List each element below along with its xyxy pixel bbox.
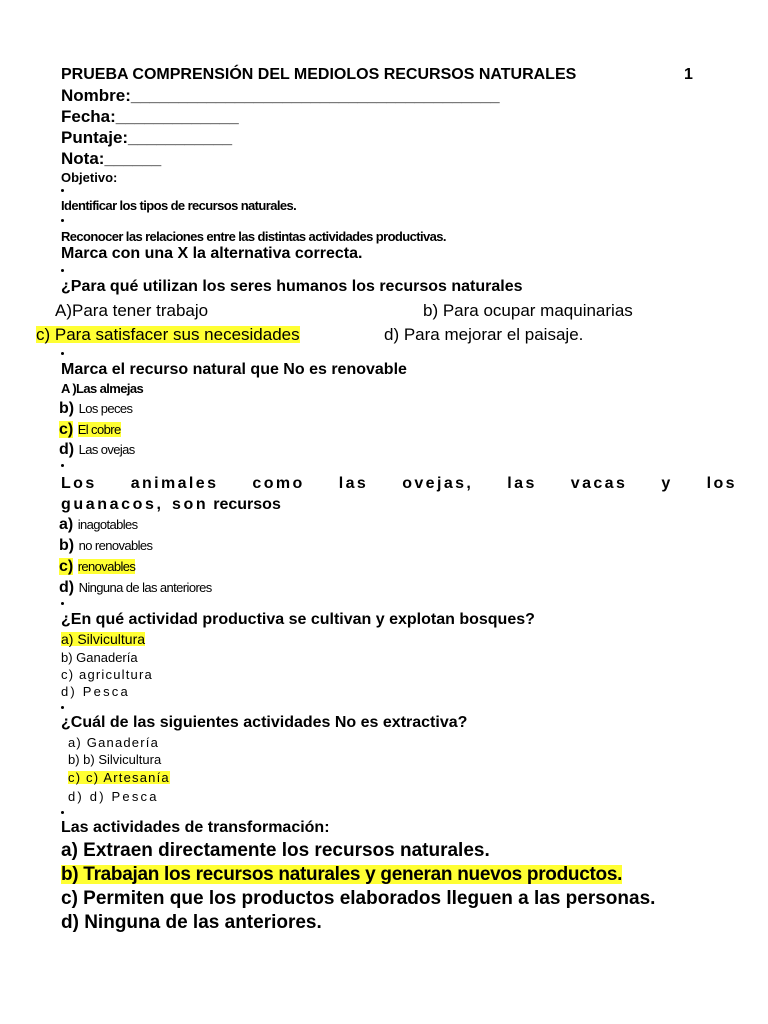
bullet — [61, 189, 64, 192]
q3-word: las — [507, 475, 537, 492]
q6-option-d: d) Ninguna de las anteriores. — [61, 912, 322, 933]
q3-word: ovejas, — [402, 475, 474, 492]
q1-option-c: c) Para satisfacer sus necesidades — [36, 325, 300, 344]
option-text: renovables — [77, 559, 136, 574]
option-text: no renovables — [78, 538, 153, 553]
bullet — [61, 269, 64, 272]
q1-option-b: b) Para ocupar maquinarias — [423, 301, 633, 320]
name-field: Nombre:_______________________________________ — [61, 86, 500, 105]
option-text: Ninguna de las anteriores — [78, 580, 212, 595]
option-letter: b) — [59, 537, 75, 554]
q5-option-a: a) Ganadería — [68, 735, 160, 750]
q6-question: Las actividades de transformación: — [61, 819, 330, 836]
option-letter: b) — [59, 400, 75, 417]
q3-word: Los — [61, 475, 97, 492]
q2-option-d — [59, 442, 135, 458]
q6-option-c: c) Permiten que los productos elaborados lleguen a las personas. — [61, 888, 656, 909]
q3-option-c — [59, 559, 135, 575]
q3-word: los — [706, 475, 737, 492]
option-letter: d) — [59, 579, 75, 596]
objective-label: Objetivo: — [61, 170, 118, 185]
q4-option-d: d) Pesca — [61, 684, 130, 699]
option-letter: a) — [59, 516, 74, 533]
q5-question: ¿Cuál de las siguientes actividades No es extractiva? — [61, 714, 468, 731]
q1-option-d: d) Para mejorar el paisaje. — [384, 325, 584, 344]
grade-field: Nota:______ — [61, 149, 162, 168]
bullet — [61, 602, 64, 605]
q2-question: Marca el recurso natural que No es renovable — [61, 361, 407, 378]
q5-option-d: d) d) Pesca — [68, 789, 159, 804]
q3-word: animales — [130, 475, 219, 492]
option-letter: c) — [59, 421, 74, 438]
page-number: 1 — [684, 66, 693, 83]
q1-option-a: A)Para tener trabajo — [55, 301, 209, 320]
q1-question: ¿Para qué utilizan los seres humanos los recursos naturales — [61, 278, 523, 295]
q2-option-a: A )Las almejas — [61, 381, 144, 396]
q4-option-c: c) agricultura — [61, 667, 153, 682]
q6-option-a: a) Extraen directamente los recursos naturales. — [61, 840, 490, 861]
score-field: Puntaje:___________ — [61, 128, 233, 147]
option-letter: c) — [59, 558, 74, 575]
q3-question-line1 — [61, 476, 737, 492]
q3-question-line2 — [61, 497, 281, 513]
q3-word: las — [338, 475, 369, 492]
page-title: PRUEBA COMPRENSIÓN DEL MEDIOLOS RECURSOS NATURALES — [61, 66, 577, 83]
q5-option-c: c) c) Artesanía — [68, 770, 170, 785]
q3-option-b — [59, 538, 152, 554]
q6-option-b: b) Trabajan los recursos naturales y generan nuevos productos. — [61, 864, 623, 885]
option-text: Los peces — [78, 401, 133, 416]
q2-option-b — [59, 401, 132, 417]
q4-option-a: a) Silvicultura — [61, 631, 146, 647]
q3-word: vacas — [570, 475, 628, 492]
q3-word: recursos — [213, 496, 281, 513]
q4-option-b: b) Ganadería — [61, 650, 138, 665]
option-text: El cobre — [77, 422, 121, 437]
bullet — [61, 811, 64, 814]
q3-word: como — [252, 475, 305, 492]
q3-word: guanacos, — [61, 496, 164, 513]
q3-option-d — [59, 580, 212, 596]
objective-item: Identificar los tipos de recursos naturales. — [61, 198, 297, 213]
option-letter: d) — [59, 441, 75, 458]
date-field: Fecha:_____________ — [61, 107, 239, 126]
q2-option-c — [59, 422, 121, 438]
objective-item: Reconocer las relaciones entre las distintas actividades productivas. — [61, 229, 446, 244]
bullet — [61, 352, 64, 355]
option-text: Las ovejas — [78, 442, 135, 457]
option-text: inagotables — [77, 517, 138, 532]
bullet — [61, 706, 64, 709]
bullet — [61, 464, 64, 467]
q3-word: son — [172, 496, 209, 513]
bullet — [61, 219, 64, 222]
instruction: Marca con una X la alternativa correcta. — [61, 245, 363, 262]
q3-word: y — [661, 475, 673, 492]
q4-question: ¿En qué actividad productiva se cultivan y explotan bosques? — [61, 611, 535, 628]
q5-option-b: b) b) Silvicultura — [68, 752, 162, 767]
q3-option-a — [59, 517, 138, 533]
